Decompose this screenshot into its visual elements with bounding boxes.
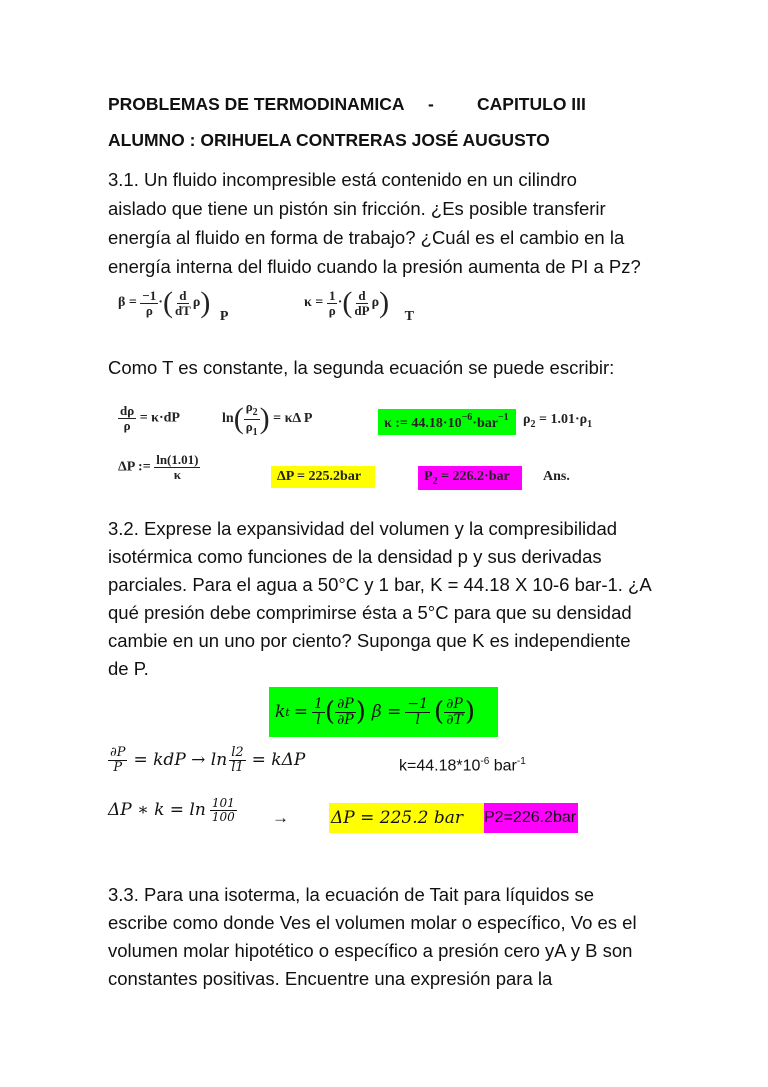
- doc-title-right: CAPITULO III: [477, 94, 586, 114]
- p2-result-magenta: P2=226.2bar: [484, 803, 578, 833]
- problem-3-line: 3.3. Para una isoterma, la ecuación de Tait para líquidos se: [108, 884, 595, 905]
- k-value-text: $k=44.18*10^{-6}$ bar$^{-1}$: [399, 756, 526, 775]
- P2-result-highlight: $P_2 = 226.2\cdot bar$: [418, 466, 522, 490]
- problem-1-line: aislado que tiene un pistón sin fricción. ¿Es posible transferir: [108, 198, 606, 219]
- doc-title-dash: -: [428, 94, 434, 114]
- problem-2-line: de P.: [108, 658, 149, 679]
- constant-note: Como T es constante, la segunda ecuación se puede escribir:: [108, 357, 615, 378]
- kappa-value-highlight: κ := $44.18\cdot 10^{-6}\cdot bar^{-1}$: [378, 409, 516, 435]
- problem-1-line: 3.1. Un fluido incompresible está contenido en un cilindro: [108, 169, 577, 190]
- problem-1-line: energía interna del fluido cuando la presión aumenta de PI a Pz?: [108, 256, 641, 277]
- problem-3-line: escribe como donde Ves el volumen molar o específico, Vo es el: [108, 912, 637, 933]
- deltaP-definition: ΔP := $\frac{\ln(1.01)}{\kappa}$: [118, 452, 199, 482]
- answer-label: Ans.: [543, 469, 570, 484]
- problem-2-line: 3.2. Exprese la expansividad del volumen y la compresibilidad: [108, 518, 618, 539]
- deltaP-result-yellow: ΔP = 225.2 bar: [329, 803, 484, 833]
- eq-drho: $\frac{d\rho}{\rho}$ = κ·dP: [120, 403, 180, 433]
- doc-title-left: PROBLEMAS DE TERMODINAMICA: [108, 94, 405, 114]
- problem-1-line: energía al fluido en forma de trabajo? ¿Cuál es el cambio en la: [108, 227, 625, 248]
- arrow: →: [272, 808, 289, 827]
- student-name: ALUMNO : ORIHUELA CONTRERAS JOSÉ AUGUSTO: [108, 130, 550, 150]
- problem-3-line: constantes positivas. Encuentre una expresión para la: [108, 968, 553, 989]
- problem-2-line: cambie en un uno por ciento? Suponga que K es independiente: [108, 630, 631, 651]
- kappa-definition: κ = $\frac{1}{\rho}$ ·( $\frac{d}{dP}$ ρ) T: [304, 286, 414, 325]
- beta-definition: β = $\frac{-1}{\rho}$ ·( $\frac{d}{dT}$ ρ) P: [118, 286, 229, 325]
- rho2-relation: $\rho_2 = 1.01\cdot\rho_1$: [523, 412, 593, 430]
- deltaP-k-equation: ΔP ∗ k = ln $\frac{101}{100}$: [108, 796, 235, 824]
- problem-2-line: parciales. Para el agua a 50°C y 1 bar, K = 44.18 X 10-6 bar-1. ¿A: [108, 574, 652, 595]
- problem-2-line: qué presión debe comprimirse ésta a 5°C para que su densidad: [108, 602, 632, 623]
- problem-2-line: isotérmica como funciones de la densidad p y sus derivadas: [108, 546, 602, 567]
- kt-beta-equation-highlight: k t = $\frac{1}{l}$ ( $\frac{\partial P}{\partial P}$ ) β = $\frac{-1}{l}$ ( $\frac{\partial P}{\partial T}$ ): [269, 687, 498, 737]
- deltaP-result-highlight: ΔP = 225.2bar: [271, 466, 375, 488]
- dp-over-p-equation: $\frac{\partial P}{P}$ = kdP → ln $\frac{l2}{l1}$ = kΔP: [110, 745, 306, 775]
- problem-3-line: volumen molar hipotético o específico a presión cero yA y B son: [108, 940, 633, 961]
- eq-ln-ratio: ln( $\frac{\rho_2}{\rho_1}$ ) = κΔ P: [222, 399, 313, 438]
